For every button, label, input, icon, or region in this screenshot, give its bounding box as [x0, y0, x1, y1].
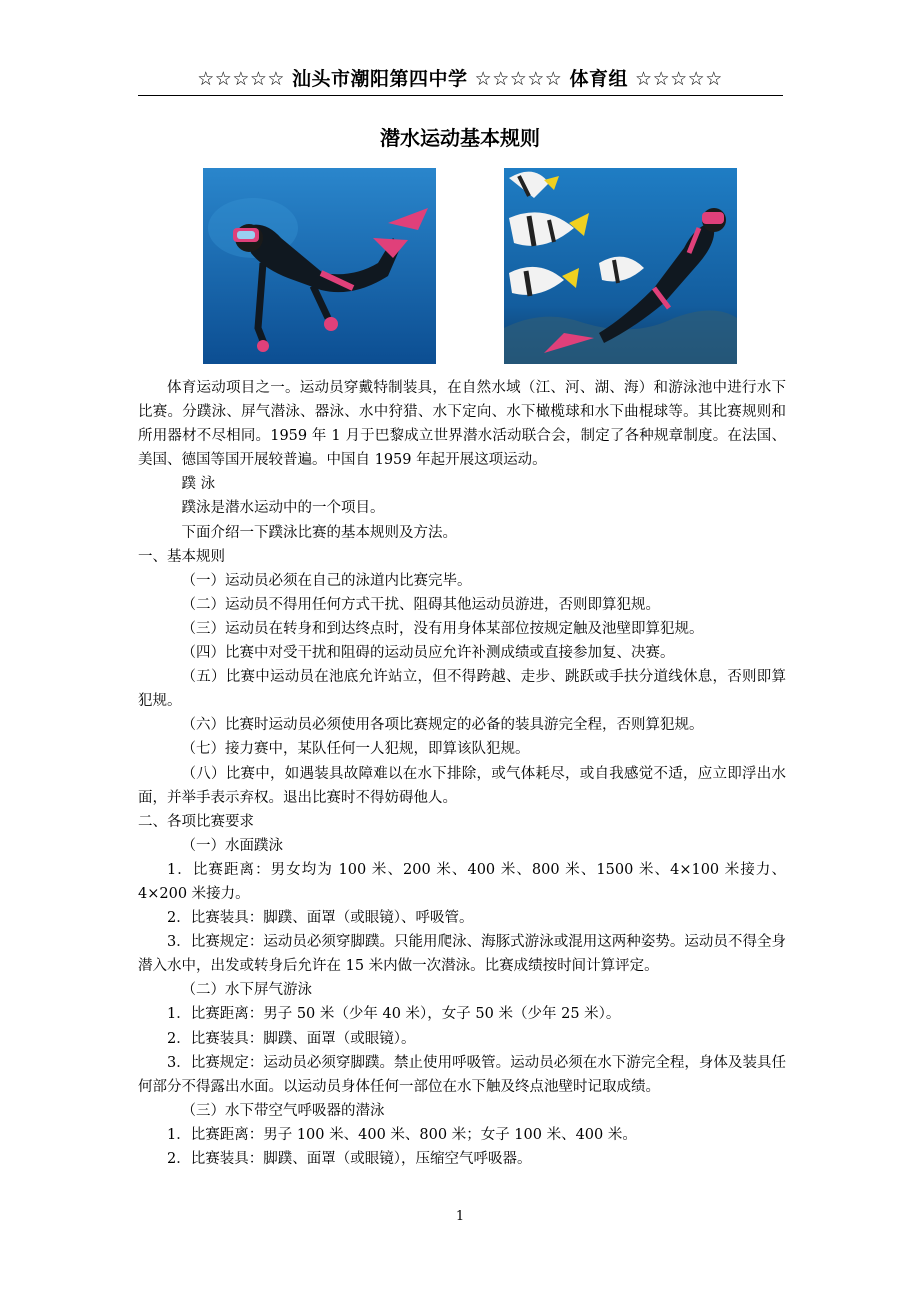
rule-item: 1．比赛距离：男子 50 米（少年 40 米），女子 50 米（少年 25 米）。 — [167, 1006, 621, 1023]
rule-item: （七）接力赛中，某队任何一人犯规，即算该队犯规。 — [181, 741, 530, 758]
subsection-heading: （三）水下带空气呼吸器的潜泳 — [181, 1102, 385, 1119]
rule-item: （五）比赛中运动员在池底允许站立，但不得跨越、走步、跳跃或手扶分道线休息，否则即算犯规。 — [138, 669, 786, 710]
rule-item: 1．比赛距离：男女均为 100 米、200 米、400 米、800 米、1500 米、4×100 米接力、4×200 米接力。 — [138, 861, 786, 902]
rule-item: 2．比赛装具：脚蹼、面罩（或眼镜）、呼吸管。 — [167, 910, 474, 927]
header-rule — [138, 95, 783, 96]
section-heading: 二、各项比赛要求 — [138, 813, 254, 830]
subsection-heading: （二）水下屏气游泳 — [181, 982, 312, 999]
body-line: 下面介绍一下蹼泳比赛的基本规则及方法。 — [181, 524, 457, 541]
rule-item: （一）运动员必须在自己的泳道内比赛完毕。 — [181, 572, 472, 589]
rule-item: 1．比赛距离：男子 100 米、400 米、800 米；女子 100 米、400 米。 — [167, 1126, 637, 1143]
rule-item: （四）比赛中对受干扰和阻碍的运动员应允许补测成绩或直接参加复、决赛。 — [181, 645, 675, 662]
rule-item: 2．比赛装具：脚蹼、面罩（或眼镜），压缩空气呼吸器。 — [167, 1151, 532, 1167]
intro-paragraph: 体育运动项目之一。运动员穿戴特制装具，在自然水域（江、河、湖、海）和游泳池中进行水下比赛。分蹼泳、屏气潜泳、器泳、水中狩猎、水下定向、水下橄榄球和水下曲棍球等。其比赛规则和所用器材不尽相同。1959 年 1 月于巴黎成立世界潜水活动联合会，制定了各种规章制度。在法国、美国、德国等国开展较普遍。中国自 1959 年起开展这项运动。 — [138, 380, 786, 469]
rule-item: 3．比赛规定：运动员必须穿脚蹼。禁止使用呼吸管。运动员必须在水下游完全程，身体及装具任何部分不得露出水面。以运动员身体任何一部位在水下触及终点池壁时记取成绩。 — [138, 1054, 786, 1095]
diver-with-fish-photo-right — [504, 168, 737, 364]
section-heading: 一、基本规则 — [138, 548, 225, 565]
page-number: 1 — [455, 1209, 465, 1224]
rule-item: 2．比赛装具：脚蹼、面罩（或眼镜）。 — [167, 1030, 416, 1047]
diver-photo-left — [203, 168, 436, 364]
subsection-heading: （一）水面蹼泳 — [181, 837, 283, 854]
body-line: 蹼泳是潜水运动中的一个项目。 — [181, 500, 385, 517]
article-body — [138, 376, 786, 1171]
rule-item: （八）比赛中，如遇装具故障难以在水下排除，或气体耗尽，或自我感觉不适，应立即浮出水面，并举手表示弃权。退出比赛时不得妨碍他人。 — [138, 765, 786, 806]
page-title: 潜水运动基本规则 — [380, 126, 540, 150]
rule-item: （三）运动员在转身和到达终点时，没有用身体某部位按规定触及池壁即算犯规。 — [181, 620, 704, 637]
rule-item: （六）比赛时运动员必须使用各项比赛规定的必备的装具游完全程，否则算犯规。 — [181, 717, 704, 734]
section-heading: 蹼 泳 — [181, 476, 216, 493]
rule-item: （二）运动员不得用任何方式干扰、阻碍其他运动员游进，否则即算犯规。 — [181, 596, 660, 613]
page-header: ☆☆☆☆☆ 汕头市潮阳第四中学 ☆☆☆☆☆ 体育组 ☆☆☆☆☆ — [197, 68, 723, 90]
rule-item: 3．比赛规定：运动员必须穿脚蹼。只能用爬泳、海豚式游泳或混用这两种姿势。运动员不得全身潜入水中，出发或转身后允许在 15 米内做一次潜泳。比赛成绩按时间计算评定。 — [138, 934, 786, 975]
